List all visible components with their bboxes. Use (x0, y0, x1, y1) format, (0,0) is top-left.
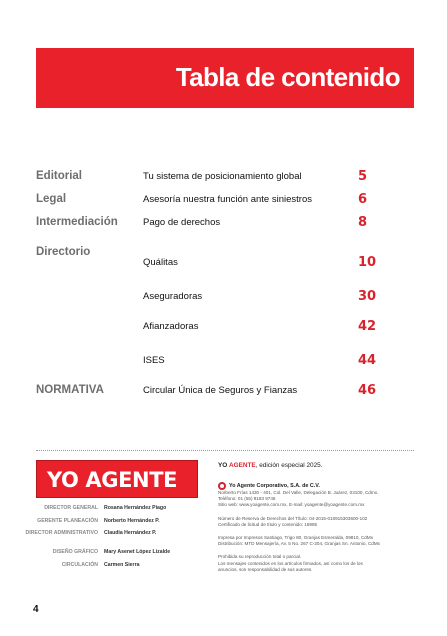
staff-name: Carmen Sierra (104, 562, 140, 568)
toc-row (0, 193, 447, 211)
company-logo-icon (218, 482, 226, 490)
imprint-disclaimer-2: anuncios, son responsabilidad de sus autores. (218, 566, 313, 572)
imprint-printer: Impresa por Impresos Santiago, Trigo 80, Granjas Esmeralda, 09810, CdMx (218, 535, 373, 541)
toc-entry-title[interactable]: Tu sistema de posicionamiento global (143, 171, 302, 182)
toc-row (0, 256, 447, 274)
staff-row (0, 562, 210, 574)
imprint-brand-agente: AGENTE (229, 462, 256, 469)
toc-row (0, 384, 447, 402)
imprint-web: Sitio web: www.yoagente.com.mx, E-mail: yoagente@yoagente.com.mx (218, 502, 365, 508)
staff-name: Claudia Hernández P. (104, 530, 157, 536)
toc-section: Directorio (36, 246, 91, 258)
toc-page-number[interactable]: 30 (358, 289, 377, 304)
toc-row (0, 216, 447, 234)
imprint-reserva: Número de Reserva de Derechos del Título: 04-2015-010915303600-102 (218, 515, 368, 521)
toc-page-number[interactable]: 44 (358, 353, 377, 368)
toc-page-number[interactable]: 42 (358, 319, 377, 334)
toc-row (0, 170, 447, 188)
imprint-distribution: Distribución: MTD Mensajería, Av. 5 No. 267 C-204, Granjas Sn. Antonio, CdMx (218, 541, 380, 547)
staff-row (0, 549, 210, 561)
staff-name: Norberto Hernández P. (104, 518, 160, 524)
toc-page-number[interactable]: 6 (358, 192, 368, 207)
toc-entry-title[interactable]: Aseguradoras (143, 291, 203, 302)
imprint-brand-yo: YO (218, 462, 228, 469)
staff-role: DISEÑO GRÁFICO (52, 549, 98, 555)
toc-row (0, 290, 447, 308)
toc-entry-title[interactable]: Quálitas (143, 257, 178, 268)
toc-page-number[interactable]: 8 (358, 215, 368, 230)
toc-section: Legal (36, 193, 67, 205)
imprint-certificado: Certificado de licitud de título y contenido: 16985 (218, 521, 318, 527)
staff-row (0, 530, 210, 542)
title-banner (36, 48, 414, 108)
page-title: Tabla de contenido (175, 62, 400, 92)
imprint-edition: , edición especial 2025. (255, 462, 323, 469)
toc-section: Intermediación (36, 216, 118, 228)
staff-row (0, 518, 210, 530)
imprint-phone: Teléfono: 01 (55) 9183 9746 (218, 496, 276, 502)
staff-role: DIRECTOR GENERAL (44, 505, 98, 511)
toc-section: Editorial (36, 170, 83, 182)
toc-page-number[interactable]: 5 (358, 169, 368, 184)
yo-agente-logo (36, 460, 198, 498)
page-number: 4 (33, 604, 39, 615)
toc-row (0, 354, 447, 372)
staff-name: Mary Asenet López Lizalde (104, 549, 171, 555)
toc-page-number[interactable]: 10 (358, 255, 377, 270)
imprint-disclaimer-1: Los mensajes contenidos en los artículos firmados, así como los de los (218, 560, 363, 566)
logo-text: YO AGENTE (47, 468, 178, 492)
staff-row (0, 505, 210, 517)
toc-section: NORMATIVA (36, 384, 104, 396)
toc-entry-title[interactable]: Pago de derechos (143, 217, 221, 228)
imprint-company: Yo Agente Corporativo, S.A. de C.V. (229, 482, 320, 489)
staff-role: DIRECTOR ADMINISTRATIVO (25, 530, 98, 536)
divider (36, 450, 414, 451)
toc-row (0, 320, 447, 338)
staff-role: CIRCULACIÓN (61, 562, 98, 568)
toc-entry-title[interactable]: Circular Única de Seguros y Fianzas (143, 385, 298, 396)
staff-name: Rosana Hernández Piago (104, 505, 167, 511)
imprint-company-row (218, 482, 418, 490)
toc-entry-title[interactable]: Asesoría nuestra función ante siniestros (143, 194, 312, 205)
imprint-rights: Prohibida su reproducción total o parcial. (218, 554, 302, 560)
toc-entry-title[interactable]: ISES (143, 355, 165, 366)
imprint-address: Norberto Frías 1430 - 401, Col. Del Valle, Delegación B. Juárez, 03100, Cdmx. (218, 490, 379, 495)
imprint (218, 462, 418, 573)
toc-page-number[interactable]: 46 (358, 383, 377, 398)
staff-role: GERENTE PLANEACIÓN (37, 518, 98, 524)
toc-entry-title[interactable]: Afianzadoras (143, 321, 199, 332)
imprint-heading (218, 462, 418, 469)
